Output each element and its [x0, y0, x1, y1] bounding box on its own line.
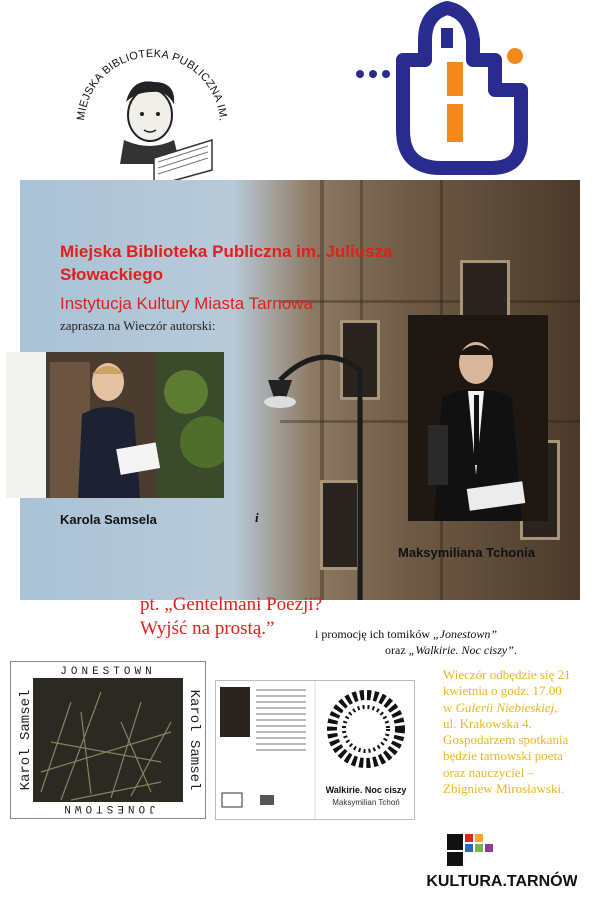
book1-title-bottom: JONESTOWN [60, 802, 156, 814]
author-name-first: Karola Samsela [60, 512, 157, 527]
header-invitation: zaprasza na Wieczór autorski: [60, 318, 216, 333]
promo-line1-prefix: i promocję ich tomików [315, 627, 433, 641]
event-detail-line: będzie tarnowski poeta [443, 748, 563, 764]
author-photo-maksymilian-tchon [408, 315, 548, 521]
event-detail-line: Gospodarzem spotkania [443, 732, 569, 748]
promo-line2 [385, 643, 517, 658]
author-conjunction: i [255, 510, 259, 525]
book1-author-right: Karol Samsel [186, 689, 202, 791]
header-institution: Instytucja Kultury Miasta Tarnowa [60, 294, 313, 313]
kultura-tarnow-logo [427, 828, 577, 898]
event-detail-line: Wieczór odbędzie się 21 [443, 667, 571, 682]
event-venue: Galerii Niebieskiej [455, 699, 555, 715]
book-cover-jonestown [10, 661, 206, 819]
event-detail-line: Zbigniew Mirosławski. [443, 781, 565, 797]
header-library-name: Miejska Biblioteka Publiczna im. Juliusza Słowackiego [60, 242, 393, 284]
kultura-logo-text: KULTURA.TARNÓW [427, 873, 577, 890]
book1-author-left: Karol Samsel [18, 689, 34, 791]
promo-line1 [315, 627, 497, 642]
promo-book1: „Jonestown” [432, 627, 497, 641]
promo-book2: „Walkirie. Noc ciszy” [408, 643, 514, 657]
promo-line2-prefix: oraz [385, 643, 409, 657]
event-title-line1: pt. „Gentelmani Poezji? [140, 594, 323, 615]
event-detail-line [443, 700, 603, 716]
library-ring-text: MIEJSKA BIBLIOTEKA PUBLICZNA IM. [75, 47, 229, 122]
author-name-second: Maksymiliana Tchonia [398, 545, 536, 560]
author-photo-karol-samsel [6, 352, 224, 498]
event-venue-prefix: w [443, 699, 456, 715]
book-cover-walkirie [215, 680, 415, 820]
promo-line2-suffix: . [513, 643, 517, 657]
event-title-line2: Wyjść na prostą.” [140, 618, 275, 639]
event-venue-suffix: , [554, 699, 558, 715]
event-detail-line: oraz nauczyciel – [443, 764, 534, 780]
event-detail-line: kwietnia o godz. 17.00 [443, 683, 562, 699]
book2-author: Maksymilian Tchoń [332, 798, 400, 807]
event-details [443, 667, 603, 797]
book1-title-top: JONESTOWN [60, 666, 156, 678]
event-detail-line: ul. Krakowska 4. [443, 715, 532, 731]
book2-title: Walkirie. Noc ciszy [325, 785, 407, 795]
